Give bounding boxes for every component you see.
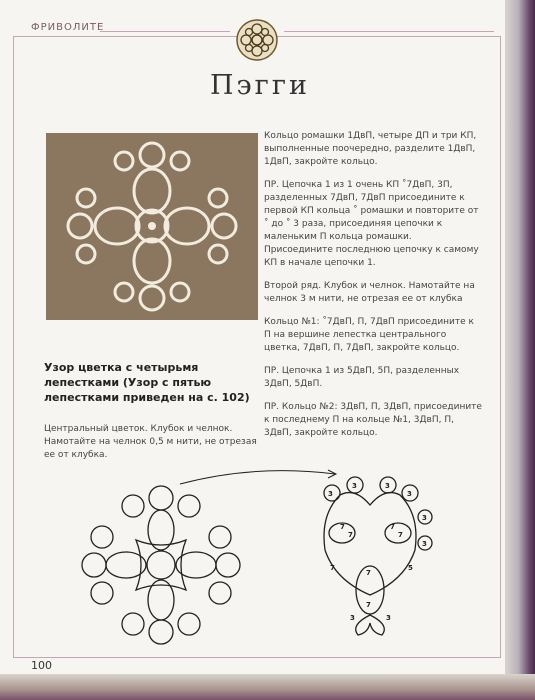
diagram-label: 7: [366, 601, 371, 609]
diagram-label: 7: [390, 523, 395, 531]
diagram-label: 5: [408, 564, 413, 572]
page-number: 100: [31, 659, 52, 672]
section-label: ФРИВОЛИТЕ: [31, 22, 105, 33]
diagram-label: 3: [407, 490, 412, 498]
intro-text: Центральный цветок. Клубок и челнок. Намотайте на челнок 0,5 м нити, не отрезая ее от клубка.: [44, 424, 257, 460]
page-title: Пэгги: [210, 70, 310, 101]
instruction-paragraph: Кольцо ромашки 1ДвП, четыре ДП и три КП, выполненные поочередно, разделите 1ДвП, 1ДвП, закройте кольцо.: [264, 131, 477, 167]
diagram-label: 3: [422, 514, 427, 522]
diagram-label: 7: [398, 531, 403, 539]
instruction-paragraph: Второй ряд. Клубок и челнок. Намотайте на челнок 3 м нити, не отрезая ее от клубка: [264, 281, 475, 304]
instruction-paragraph: ПР. Кольцо №2: 3ДвП, П, 3ДвП, присоедините к последнему П на кольце №1, 3ДвП, П, 3ДвП, закройте кольцо.: [264, 402, 482, 438]
instruction-paragraph: Кольцо №1: ˚7ДвП, П, 7ДвП присоедините к П на вершине лепестка центрального цветка, 7ДвП, П, 7ДвП, закройте кольцо.: [264, 317, 474, 353]
flower-diagram: [76, 480, 246, 650]
instruction-paragraph: ПР. Цепочка 1 из 5ДвП, 5П, разделенных 3ДвП, 5ДвП.: [264, 366, 460, 389]
diagram-label: 3: [352, 482, 357, 490]
lace-ornament-icon: [235, 18, 279, 62]
header-rule-right: [284, 31, 494, 32]
diagram-label: 3: [386, 614, 391, 622]
instruction-paragraph: ПР. Цепочка 1 из 1 очень КП ˚7ДвП, 3П, разделенных 7ДвП, 7ДвП присоедините к первой КП кольца ˚ ромашки и повторите от ˚ до ˚ 3 раза, присоединяя цепочки к маленьким П кольца ромашки. Присоедините последнюю цепочку к самому КП в начале цепочки 1.: [264, 180, 479, 268]
book-spine: [505, 0, 535, 700]
page-edge: [0, 674, 535, 700]
diagram-label: 7: [366, 569, 371, 577]
instructions-column: [264, 130, 482, 450]
photo-caption: Узор цветка с четырьмя лепестками (Узор с пятью лепестками приведен на с. 102): [44, 361, 250, 404]
diagram-label: 3: [422, 540, 427, 548]
diagram-label: 3: [350, 614, 355, 622]
header-rule-left: [100, 31, 230, 32]
diagram-label: 3: [328, 490, 333, 498]
diagram-label: 7: [348, 531, 353, 539]
lace-flower-photo: [46, 133, 258, 320]
ring-diagram: [300, 475, 450, 650]
diagram-label: 3: [385, 482, 390, 490]
diagram-label: 7: [330, 564, 335, 572]
diagram-label: 7: [340, 523, 345, 531]
